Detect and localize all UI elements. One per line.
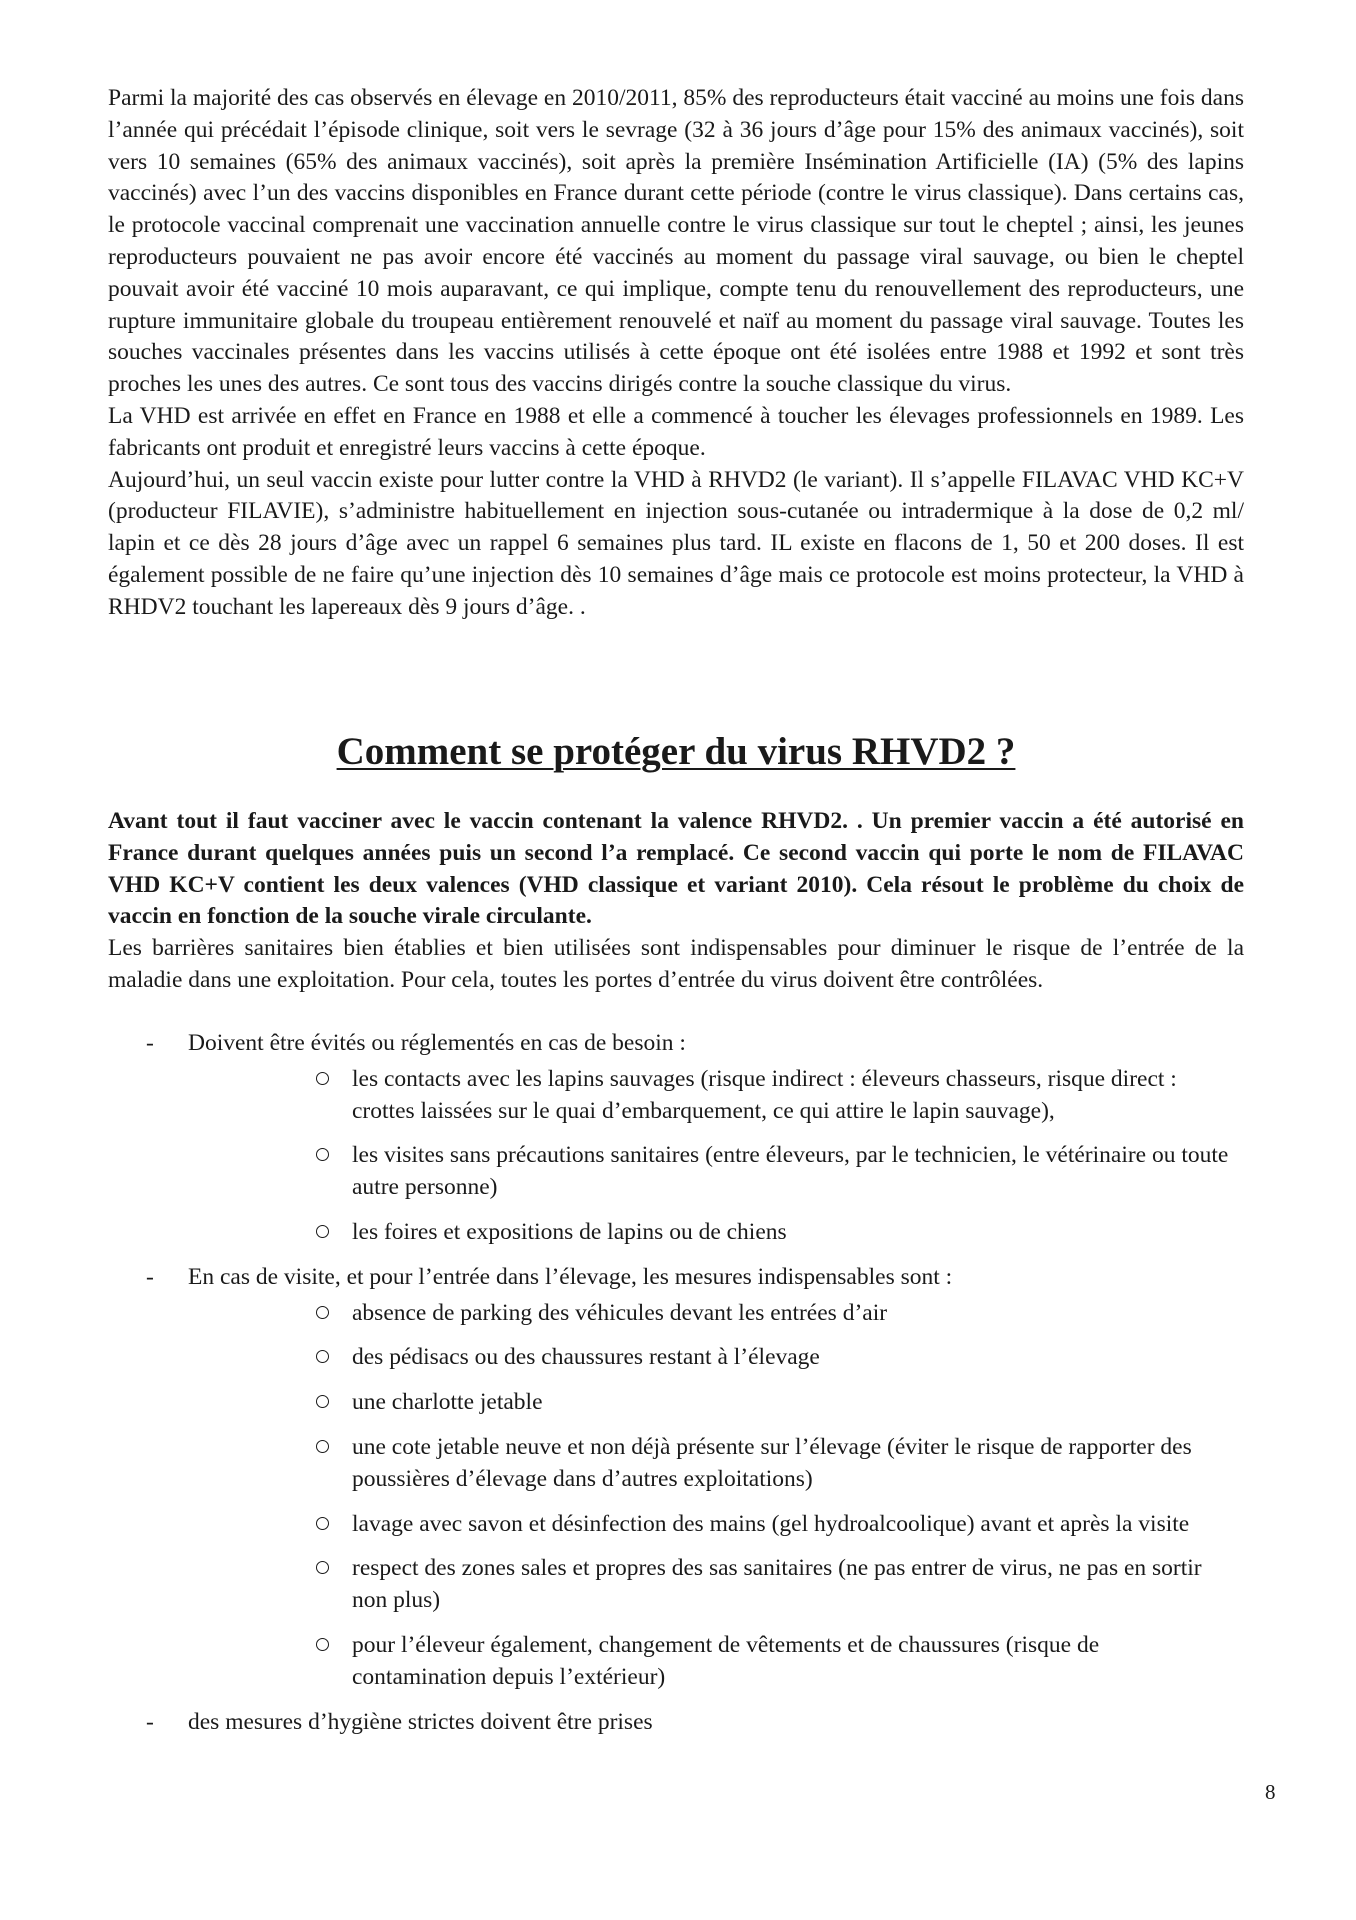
sub-list-item (188, 1432, 1244, 1496)
dash-bullet: - (146, 1708, 154, 1735)
sub-list-item-text: respect des zones sales et propres des sas sanitaires (ne pas entrer de virus, ne pas en sortir non plus) (352, 1555, 1202, 1614)
list-item (108, 1707, 1244, 1739)
page-number: 8 (1265, 1780, 1276, 1804)
intro-section (108, 83, 1244, 624)
list-item-text: En cas de visite, et pour l’entrée dans l’élevage, les mesures indispensables sont : (188, 1263, 953, 1290)
intro-paragraph-3: Aujourd’hui, un seul vaccin existe pour lutter contre la VHD à RHVD2 (le variant). Il s’appelle FILAVAC VHD KC+V (producteur FILAVIE), s’administre habituellement en injection sous-cutanée ou intradermique à la dose de 0,2 ml/ lapin et ce dès 28 jours d’âge avec un rappel 6 semaines plus tard. IL existe en flacons de 1, 50 et 200 doses. Il est également possible de ne faire qu’une injection dès 10 semaines d’âge mais ce protocole est moins protecteur, la VHD à RHDV2 touchant les lapereaux dès 9 jours d’âge. . (108, 466, 1244, 620)
sanitary-barriers-paragraph: Les barrières sanitaires bien établies et bien utilisées sont indispensables pour diminuer le risque de l’entrée de la maladie dans une exploitation. Pour cela, toutes les portes d’entrée du virus doivent être contrôlées. (108, 935, 1244, 993)
sub-list-item (188, 1387, 1244, 1419)
sub-list-item (188, 1140, 1244, 1204)
circle-bullet-icon (316, 1148, 329, 1161)
vaccine-bold-paragraph: Avant tout il faut vacciner avec le vaccin contenant la valence RHVD2. . Un premier vaccin a été autorisé en France durant quelques années puis un second l’a remplacé. Ce second vaccin qui porte le nom de FILAVAC VHD KC+V contient les deux valences (VHD classique et variant 2010). Cela résout le problème du choix de vaccin en fonction de la souche virale circulante. (108, 808, 1244, 930)
sub-list-item-text: absence de parking des véhicules devant les entrées d’air (352, 1299, 888, 1326)
sub-list-item-text: les contacts avec les lapins sauvages (risque indirect : éleveurs chasseurs, risque direct : crottes laissées sur le quai d’embarquement, ce qui attire le lapin sauvage), (352, 1065, 1177, 1124)
sub-list-item-text: une charlotte jetable (352, 1389, 543, 1416)
list-item-text: des mesures d’hygiène strictes doivent être prises (188, 1708, 653, 1735)
sub-list-item (188, 1217, 1244, 1249)
dash-bullet: - (146, 1030, 154, 1056)
circle-bullet-icon (316, 1225, 329, 1238)
circle-bullet-icon (316, 1306, 329, 1319)
section-heading (108, 730, 1244, 774)
circle-bullet-icon (316, 1395, 329, 1408)
list-item (108, 1262, 1244, 1694)
sub-list-item-text: des pédisacs ou des chaussures restant à l’élevage (352, 1344, 820, 1371)
circle-bullet-icon (316, 1638, 329, 1651)
section-heading-text: Comment se protéger du virus RHVD2 ? (336, 730, 1016, 773)
sub-list-item (188, 1553, 1244, 1617)
sub-list-item (188, 1509, 1244, 1541)
dash-bullet: - (146, 1263, 154, 1290)
sub-list-item (188, 1630, 1244, 1694)
sub-list-item-text: une cote jetable neuve et non déjà présente sur l’élevage (éviter le risque de rapporter des poussières d’élevage dans d’autres exploitations) (352, 1433, 1192, 1492)
sub-list-item-text: lavage avec savon et désinfection des mains (gel hydroalcoolique) avant et après la visite (352, 1510, 1190, 1537)
circle-bullet-icon (316, 1072, 329, 1085)
list-item (108, 1028, 1244, 1249)
sub-list (188, 1064, 1244, 1249)
sub-list-item (188, 1064, 1244, 1128)
sub-list-item-text: pour l’éleveur également, changement de vêtements et de chaussures (risque de contamination depuis l’extérieur) (352, 1631, 1100, 1690)
circle-bullet-icon (316, 1517, 329, 1530)
protection-section (108, 806, 1244, 997)
sub-list-item-text: les foires et expositions de lapins ou de chiens (352, 1218, 787, 1245)
intro-paragraph-1: Parmi la majorité des cas observés en élevage en 2010/2011, 85% des reproducteurs était vacciné au moins une fois dans l’année qui précédait l’épisode clinique, soit vers le sevrage (32 à 36 jours d’âge pour 15% des animaux vaccinés), soit vers 10 semaines (65% des animaux vaccinés), soit après la première Insémination Artificielle (IA) (5% des lapins vaccinés) avec l’un des vaccins disponibles en France durant cette période (contre le virus classique). Dans certains cas, le protocole vaccinal comprenait une vaccination annuelle contre le virus classique sur tout le cheptel ; ainsi, les jeunes reproducteurs pouvaient ne pas avoir encore été vaccinés au moment du passage viral sauvage, ou bien le cheptel pouvait avoir été vacciné 10 mois auparavant, ce qui implique, compte tenu du renouvellement des reproducteurs, une rupture immunitaire globale du troupeau entièrement renouvelé et naïf au moment du passage viral sauvage. Toutes les souches vaccinales présentes dans les vaccins utilisés à cette époque ont été isolées entre 1988 et 1992 et sont très proches les unes des autres. Ce sont tous des vaccins dirigés contre la souche classique du virus. (108, 85, 1244, 398)
sub-list-item (188, 1298, 1244, 1330)
circle-bullet-icon (316, 1440, 329, 1453)
sub-list-item-text: les visites sans précautions sanitaires (entre éleveurs, par le technicien, le vétérinaire ou toute autre personne) (352, 1142, 1229, 1201)
measures-list (108, 1028, 1244, 1744)
sub-list-item (188, 1342, 1244, 1374)
circle-bullet-icon (316, 1561, 329, 1574)
circle-bullet-icon (316, 1350, 329, 1363)
intro-paragraph-2: La VHD est arrivée en effet en France en 1988 et elle a commencé à toucher les élevages professionnels en 1989. Les fabricants ont produit et enregistré leurs vaccins à cette époque. (108, 402, 1244, 461)
list-item-text: Doivent être évités ou réglementés en cas de besoin : (188, 1030, 686, 1056)
sub-list (188, 1298, 1244, 1694)
